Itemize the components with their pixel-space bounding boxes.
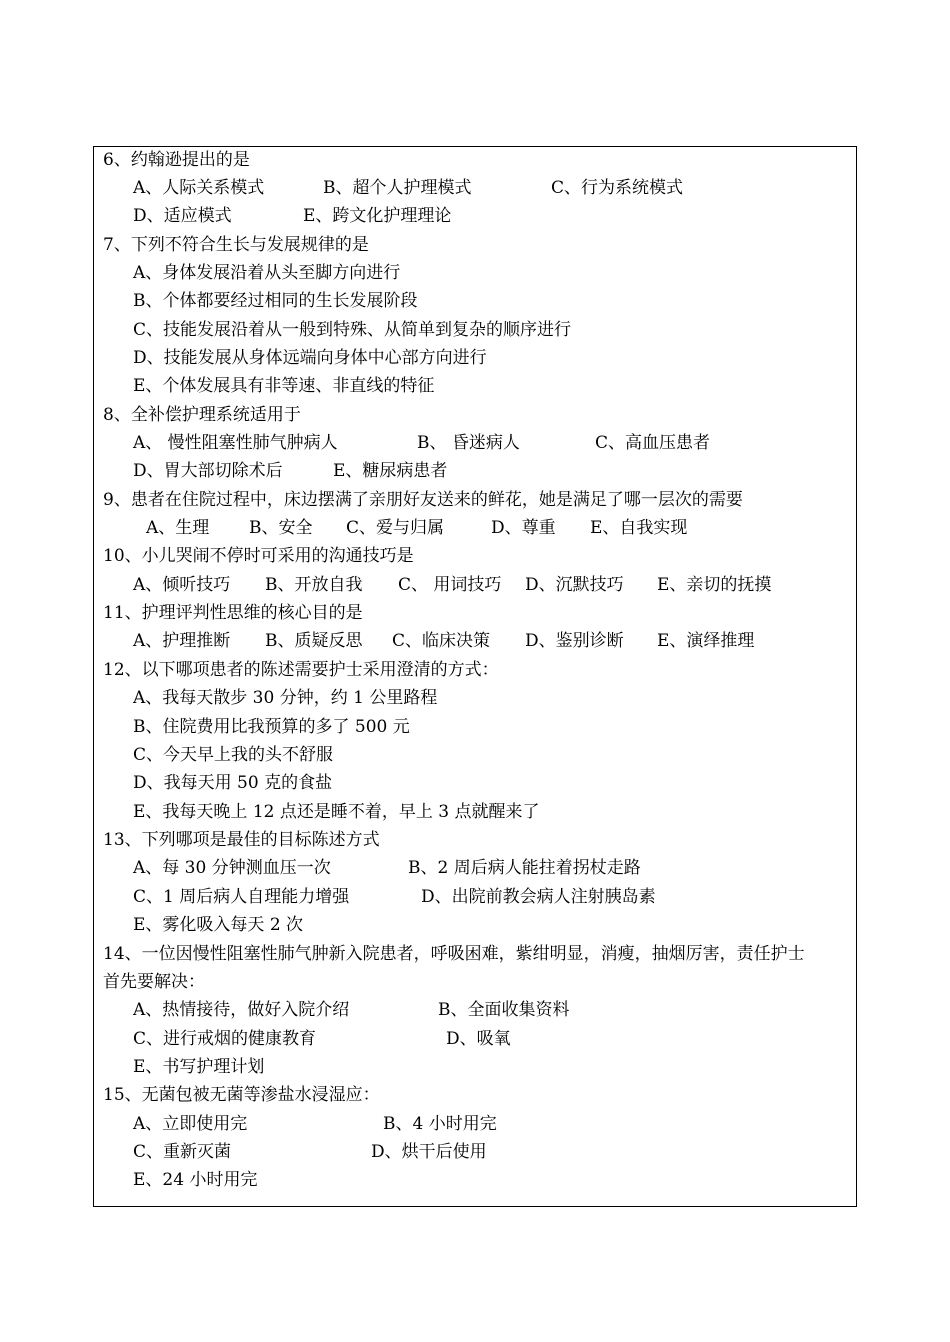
option: A、倾听技巧 xyxy=(133,575,231,595)
option: A、立即使用完 xyxy=(133,1114,248,1134)
option: D、适应模式 xyxy=(133,206,232,226)
option: D、尊重 xyxy=(491,518,556,538)
option: D、技能发展从身体远端向身体中心部方向进行 xyxy=(133,348,487,368)
option: D、我每天用 50 克的食盐 xyxy=(133,773,333,793)
question-stem: 10、小儿哭闹不停时可采用的沟通技巧是 xyxy=(103,546,414,566)
option: B、质疑反思 xyxy=(265,631,363,651)
option: B、 昏迷病人 xyxy=(417,433,520,453)
option: A、生理 xyxy=(146,518,210,538)
question-stem: 8、全补偿护理系统适用于 xyxy=(103,405,301,425)
option: B、2 周后病人能拄着拐杖走路 xyxy=(408,858,641,878)
option: C、1 周后病人自理能力增强 xyxy=(133,887,350,907)
option: A、身体发展沿着从头至脚方向进行 xyxy=(133,263,401,283)
option: D、吸氧 xyxy=(446,1029,511,1049)
option: D、出院前教会病人注射胰岛素 xyxy=(421,887,656,907)
option: C、爱与归属 xyxy=(346,518,445,538)
option: C、重新灭菌 xyxy=(133,1142,232,1162)
question-stem: 15、无菌包被无菌等渗盐水浸湿应： xyxy=(103,1085,380,1105)
option: D、鉴别诊断 xyxy=(525,631,624,651)
option: A、 慢性阻塞性肺气肿病人 xyxy=(133,433,338,453)
option: E、演绎推理 xyxy=(657,631,755,651)
option: E、自我实现 xyxy=(590,518,688,538)
question-stem: 13、下列哪项是最佳的目标陈述方式 xyxy=(103,830,380,850)
option: E、雾化吸入每天 2 次 xyxy=(133,915,304,935)
option: C、 用词技巧 xyxy=(398,575,502,595)
option: D、胃大部切除术后 xyxy=(133,461,283,481)
option: E、个体发展具有非等速、非直线的特征 xyxy=(133,376,435,396)
option: A、人际关系模式 xyxy=(133,178,265,198)
option: E、糖尿病患者 xyxy=(333,461,448,481)
question-stem: 11、护理评判性思维的核心目的是 xyxy=(103,603,363,623)
option: B、个体都要经过相同的生长发展阶段 xyxy=(133,291,418,311)
option: E、我每天晚上 12 点还是睡不着，早上 3 点就醒来了 xyxy=(133,802,540,822)
option: C、今天早上我的头不舒服 xyxy=(133,745,334,765)
option: E、亲切的抚摸 xyxy=(657,575,772,595)
question-stem: 14、一位因慢性阻塞性肺气肿新入院患者，呼吸困难，紫绀明显，消瘦，抽烟厉害，责任护士 xyxy=(103,944,805,964)
option: A、每 30 分钟测血压一次 xyxy=(133,858,331,878)
question-stem: 6、约翰逊提出的是 xyxy=(103,150,250,170)
option: C、临床决策 xyxy=(392,631,491,651)
option: E、书写护理计划 xyxy=(133,1057,265,1077)
option: D、沉默技巧 xyxy=(525,575,624,595)
option: A、护理推断 xyxy=(133,631,231,651)
option: E、24 小时用完 xyxy=(133,1170,258,1190)
option: A、热情接待，做好入院介绍 xyxy=(133,1000,350,1020)
question-stem: 9、患者在住院过程中，床边摆满了亲朋好友送来的鲜花，她是满足了哪一层次的需要 xyxy=(103,490,743,510)
option: D、烘干后使用 xyxy=(371,1142,487,1162)
option: E、跨文化护理理论 xyxy=(303,206,452,226)
option: C、进行戒烟的健康教育 xyxy=(133,1029,317,1049)
option: B、超个人护理模式 xyxy=(323,178,472,198)
option: C、技能发展沿着从一般到特殊、从简单到复杂的顺序进行 xyxy=(133,320,572,340)
question-stem: 12、以下哪项患者的陈述需要护士采用澄清的方式： xyxy=(103,660,499,680)
option: C、高血压患者 xyxy=(595,433,711,453)
option: B、全面收集资料 xyxy=(438,1000,570,1020)
option: A、我每天散步 30 分钟，约 1 公里路程 xyxy=(133,688,438,708)
option: B、4 小时用完 xyxy=(383,1114,497,1134)
option: C、行为系统模式 xyxy=(551,178,684,198)
option: B、开放自我 xyxy=(265,575,363,595)
question-stem-continued: 首先要解决： xyxy=(103,972,205,992)
option: B、住院费用比我预算的多了 500 元 xyxy=(133,717,410,737)
question-stem: 7、下列不符合生长与发展规律的是 xyxy=(103,235,369,255)
option: B、安全 xyxy=(249,518,313,538)
